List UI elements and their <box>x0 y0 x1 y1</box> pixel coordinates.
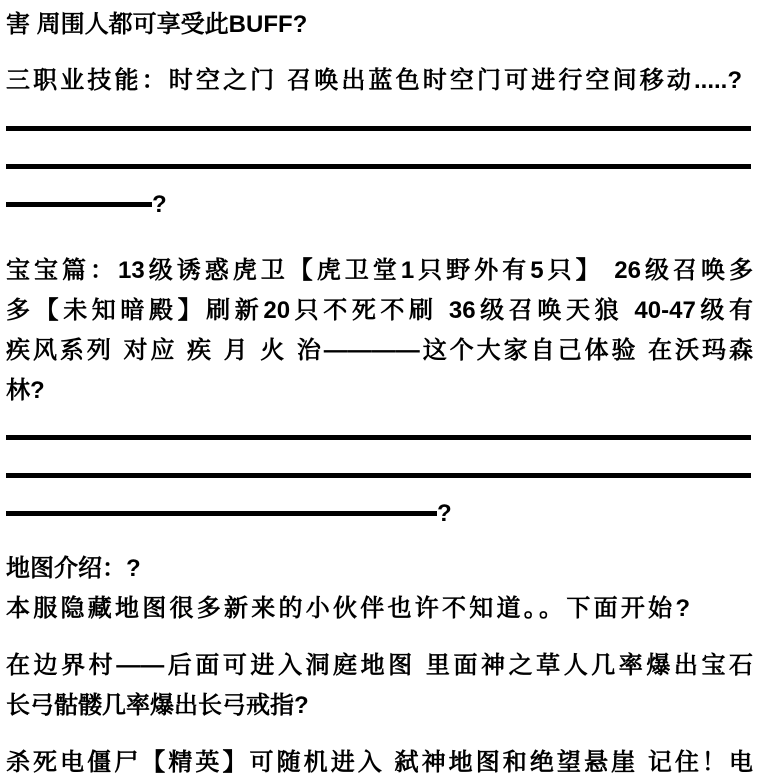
dash-rule-row <box>6 495 753 533</box>
text-line-pet-1: 宝宝篇：13级诱惑虎卫【虎卫堂1只野外有5只】 26级召唤多 <box>6 257 753 284</box>
document-page <box>0 5 759 783</box>
text-line-pet-3: 疾风系列 对应 疾 月 火 治————这个大家自己体验 在沃玛森 <box>6 337 753 364</box>
dash-rule-row <box>6 457 753 495</box>
text-line-map-title: 地图介绍：? <box>6 555 141 582</box>
text-line-buff: 害 周围人都可享受此BUFF? <box>6 11 308 38</box>
dash-rule-question-mark: ? <box>152 191 167 218</box>
dash-rule-bar <box>6 435 751 440</box>
text-line-map-intro: 本服隐藏地图很多新来的小伙伴也许不知道。。下面开始? <box>6 595 690 622</box>
text-line-skill: 三职业技能：时空之门 召唤出蓝色时空门可进行空间移动.....? <box>6 67 742 94</box>
dash-rule-bar <box>6 511 437 516</box>
text-line-map-1: 在边界村——后面可进入洞庭地图 里面神之草人几率爆出宝石 <box>6 652 753 679</box>
dash-rule-question-mark: ? <box>437 500 452 527</box>
dash-rule-row <box>6 148 753 186</box>
dash-rule-row <box>6 110 753 148</box>
text-line-pet-4: 林? <box>6 377 45 404</box>
dash-rule-row <box>6 186 753 224</box>
dash-rule-bar <box>6 126 751 131</box>
text-line-map-3: 杀死电僵尸【精英】可随机进入 弑神地图和绝望悬崖 记住！电 <box>6 749 753 776</box>
text-line-pet-2: 多【未知暗殿】刷新20只不死不刷 36级召唤天狼 40-47级有 <box>6 297 753 324</box>
dash-rule-bar <box>6 473 751 478</box>
text-line-map-2: 长弓骷髅几率爆出长弓戒指? <box>6 692 309 719</box>
dash-rule-row <box>6 419 753 457</box>
dash-rule-bar <box>6 164 751 169</box>
dash-rule-bar <box>6 202 152 207</box>
